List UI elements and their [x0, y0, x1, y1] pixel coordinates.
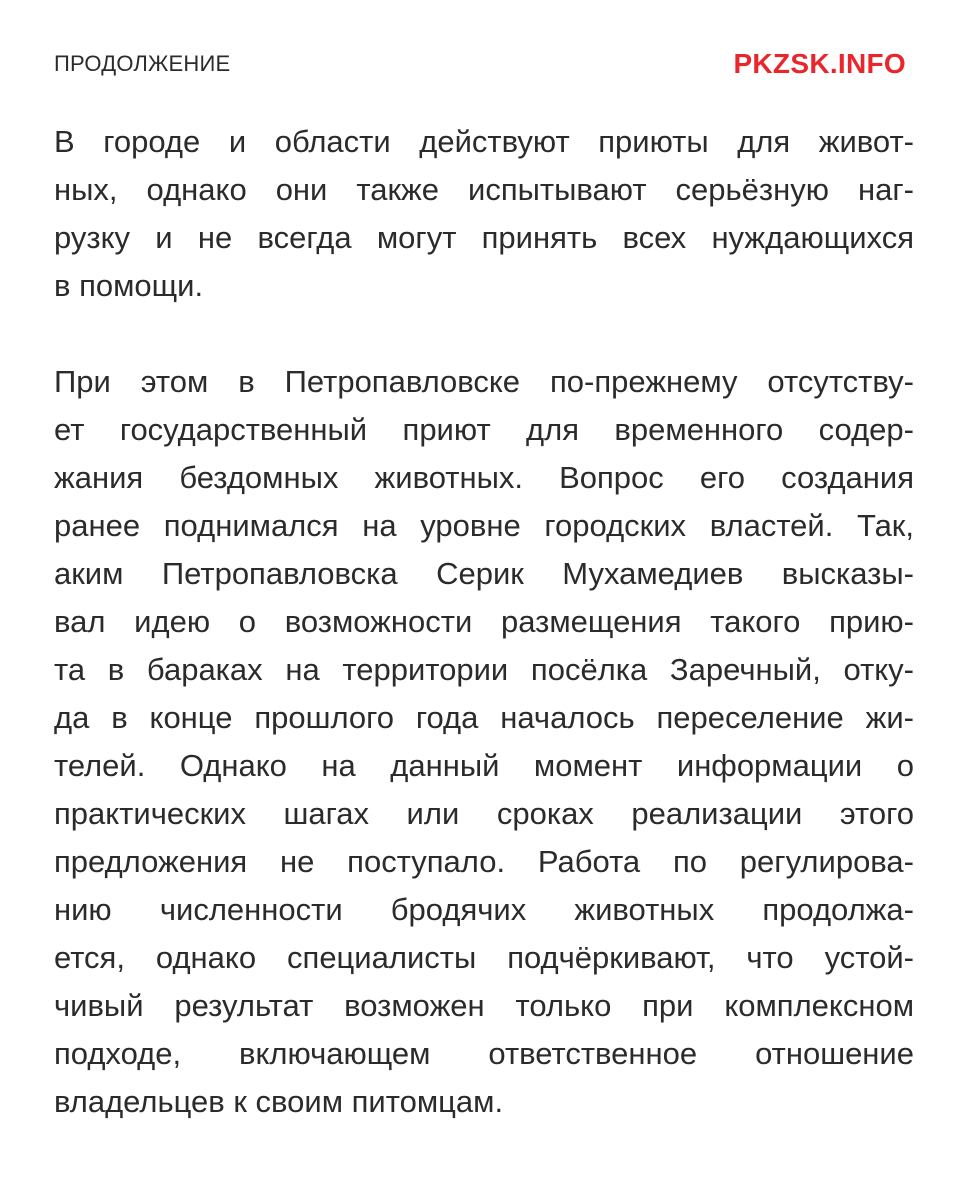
text-line: ранее поднимался на уровне городских властей. Так,	[54, 508, 914, 543]
text-line: владельцев к своим питомцам.	[54, 1084, 504, 1119]
text-line: аким Петропавловска Серик Мухамедиев высказы-	[54, 556, 914, 591]
text-line: В городе и области действуют приюты для живот-	[54, 124, 914, 159]
text-line: подходе, включающем ответственное отношение	[54, 1036, 914, 1071]
paragraph-2	[54, 358, 914, 1126]
site-name-logo: PKZSK.INFO	[733, 48, 906, 79]
text-line: та в бараках на территории посёлка Заречный, отку-	[54, 652, 914, 687]
text-line: ет государственный приют для временного содер-	[54, 412, 914, 447]
text-line: в помощи.	[54, 268, 204, 303]
text-line: предложения не поступало. Работа по регулирова-	[54, 844, 914, 879]
paragraph-gap	[54, 310, 914, 358]
section-label: ПРОДОЛЖЕНИЕ	[54, 51, 231, 76]
text-line: вал идею о возможности размещения такого прию-	[54, 604, 914, 639]
text-line: ных, однако они также испытывают серьёзную наг-	[54, 172, 914, 207]
text-line: чивый результат возможен только при комплексном	[54, 988, 914, 1023]
text-line: да в конце прошлого года началось переселение жи-	[54, 700, 914, 735]
text-line: практических шагах или сроках реализации этого	[54, 796, 914, 831]
text-line: жания бездомных животных. Вопрос его создания	[54, 460, 914, 495]
paragraph-1	[54, 118, 914, 310]
text-line: ется, однако специалисты подчёркивают, что устой-	[54, 940, 914, 975]
text-line: нию численности бродячих животных продолжа-	[54, 892, 914, 927]
text-line: рузку и не всегда могут принять всех нуждающихся	[54, 220, 914, 255]
article-body	[54, 118, 914, 1126]
header	[54, 46, 906, 82]
text-line: телей. Однако на данный момент информации о	[54, 748, 914, 783]
text-line: При этом в Петропавловске по-прежнему отсутству-	[54, 364, 914, 399]
